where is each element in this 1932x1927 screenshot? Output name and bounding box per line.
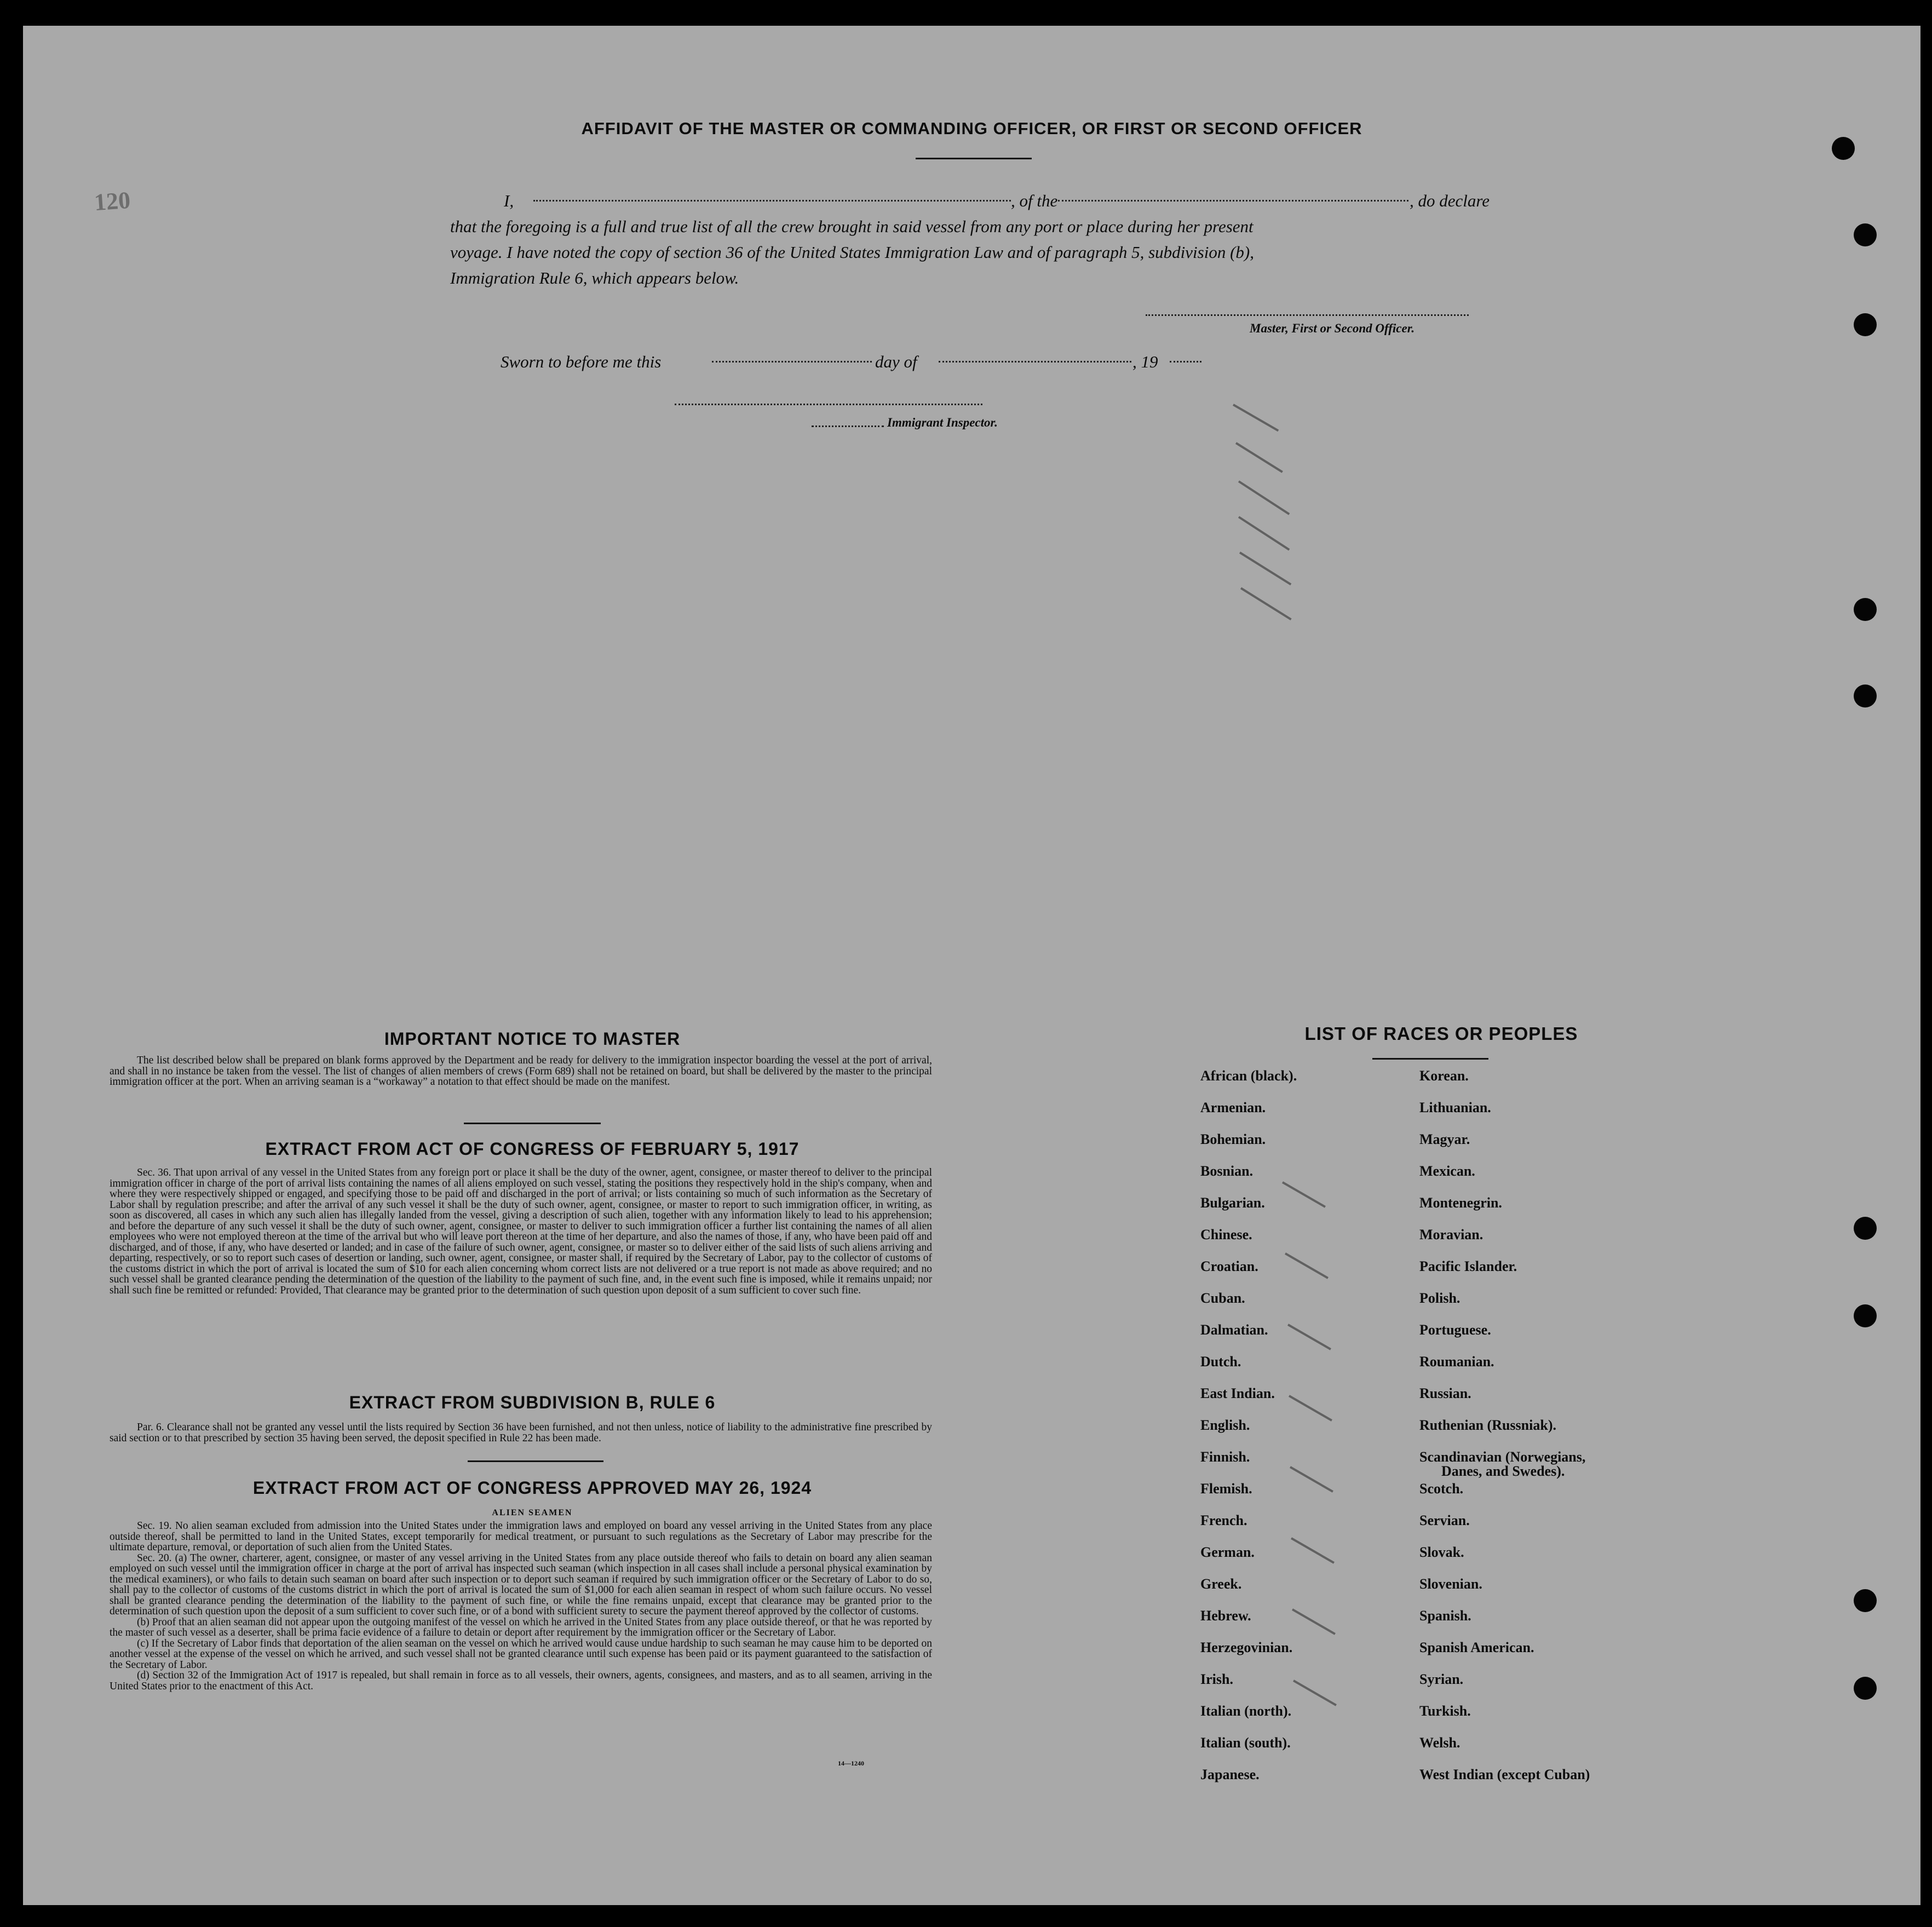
race-item: Slovenian. — [1419, 1576, 1482, 1592]
year-blank[interactable] — [1170, 361, 1201, 363]
races-column-1 — [1200, 1069, 1430, 1799]
pencil-mark — [1233, 404, 1279, 432]
race-item: Slovak. — [1419, 1544, 1464, 1560]
race-item: Roumanian. — [1419, 1354, 1494, 1370]
sec-20c-paragraph: (c) If the Secretary of Labor finds that deportation of the alien seaman on the vessel on which he arrived would cause undue hardship to such seaman he may cause him to be deported on another vessel at the expense of the vessel on which he arrived, and such vessel shall not be granted clearance until such expense has been paid or its payment guaranteed to the satisfaction of the Secretary of Labor. — [110, 1637, 932, 1671]
inspector-signature-line[interactable] — [675, 404, 982, 405]
master-signature-label: Master, First or Second Officer. — [1250, 321, 1415, 335]
race-item: Italian (south). — [1200, 1735, 1291, 1751]
race-item-line1: Scandinavian (Norwegians, — [1419, 1449, 1586, 1465]
race-item: Greek. — [1200, 1576, 1242, 1592]
race-item: Bulgarian. — [1200, 1195, 1265, 1211]
affidavit-title: AFFIDAVIT OF THE MASTER OR COMMANDING OFFICER, OR FIRST OR SECOND OFFICER — [581, 119, 1362, 138]
race-item: Turkish. — [1419, 1703, 1471, 1719]
notice-title: IMPORTANT NOTICE TO MASTER — [384, 1029, 681, 1049]
day-of-text: day of — [875, 352, 917, 371]
binder-hole — [1854, 598, 1877, 621]
race-item: English. — [1200, 1417, 1250, 1433]
race-item: Lithuanian. — [1419, 1100, 1491, 1115]
pencil-mark — [1240, 587, 1292, 620]
race-item: Italian (north). — [1200, 1703, 1292, 1719]
name-blank[interactable] — [533, 200, 1011, 202]
notice-body — [110, 1055, 932, 1088]
pencil-mark — [1239, 551, 1291, 585]
extract-1924-title: EXTRACT FROM ACT OF CONGRESS APPROVED MAY 26, 1924 — [252, 1478, 812, 1498]
master-signature-line[interactable] — [1146, 314, 1469, 316]
race-item: Bohemian. — [1200, 1131, 1266, 1147]
par-6-paragraph: Par. 6. Clearance shall not be granted any vessel until the lists required by Section 36 have been furnished, and not then unless, notice of liability to the administrative fine prescribed by said section or to that prescribed by section 35 having been served, the deposit specified in Rule 22 has been made. — [110, 1422, 932, 1444]
race-item: Finnish. — [1200, 1449, 1250, 1465]
sworn-text: Sworn to before me this — [501, 352, 662, 371]
races-column-2 — [1419, 1069, 1726, 1799]
race-item: French. — [1200, 1512, 1247, 1528]
binder-hole — [1832, 137, 1855, 160]
binder-hole — [1854, 1589, 1877, 1612]
race-item: Spanish American. — [1419, 1640, 1534, 1655]
race-item: Croatian. — [1200, 1258, 1258, 1274]
race-item: Dutch. — [1200, 1354, 1241, 1370]
pencil-mark — [1238, 516, 1290, 550]
extract-1924-body — [110, 1521, 932, 1692]
binder-hole — [1854, 684, 1877, 707]
month-blank[interactable] — [939, 361, 1131, 363]
race-item: Hebrew. — [1200, 1608, 1251, 1624]
race-item: West Indian (except Cuban) — [1419, 1767, 1590, 1782]
race-item: Armenian. — [1200, 1100, 1266, 1115]
race-item: German. — [1200, 1544, 1255, 1560]
race-item: Cuban. — [1200, 1290, 1245, 1306]
pencil-mark — [1235, 442, 1283, 473]
form-number: 14—1240 — [838, 1759, 864, 1767]
alien-seamen-heading: ALIEN SEAMEN — [492, 1508, 573, 1517]
race-item-line2: Danes, and Swedes). — [1441, 1463, 1565, 1479]
race-item: Syrian. — [1419, 1671, 1464, 1687]
document-page — [23, 26, 1921, 1905]
race-item: Montenegrin. — [1419, 1195, 1502, 1211]
vessel-blank[interactable] — [1058, 200, 1408, 202]
race-item: Spanish. — [1419, 1608, 1471, 1624]
inspector-dot-leader — [812, 425, 884, 427]
pencil-mark — [1238, 480, 1290, 515]
section-36-paragraph: Sec. 36. That upon arrival of any vessel in the United States from any foreign port or place it shall be the duty of the owner, agent, consignee, or master thereof to deliver to the principal immigration officer in charge of the port of arrival lists containing the names of all aliens employed on such vessel, stating the positions they respectively hold in the ship's company, when and where they were respectively shipped or engaged, and specifying those to be paid off and discharged in the port of arrival; or lists containing so much of such information as the Secretary of Labor shall by regulation prescribe; and after the arrival of any such vessel it shall be the duty of such owner, agent, consignee, or master to report to such immigration officer, in writing, as soon as discovered, all cases in which any such alien has illegally landed from the vessel, giving a description of such alien, together with any information likely to lead to his apprehension; and before the departure of any such vessel it shall be the duty of such owner, agent, consignee, or master to deliver to such immigration officer a further list containing the names of all alien employees who were not employed thereon at the time of the arrival but who will leave port thereon at the time of her departure, and also the names of those, if any, who have been paid off and discharged, and of those, if any, who have deserted or landed; and in case of the failure of such owner, agent, consignee, or master so to deliver either of the said lists of such aliens arriving and departing, respectively, or so to report such cases of desertion or landing, such owner, agent, consignee, or master shall, if required by the Secretary of Labor, pay to the collector of customs of the customs district in which the port of arrival is located the sum of $10 for each alien concerning whom correct lists are not delivered or a true report is not made as above required; and no such vessel shall be granted clearance pending the determination of the question of the liability to the payment of such fine, and, in the event such fine is imposed, while it remains unpaid; nor shall such fine be remitted or refunded: Provided, That clearance may be granted prior to the determination of such question upon deposit of a sum sufficient to cover such fine. — [110, 1167, 932, 1296]
divider — [464, 1123, 601, 1124]
race-item: East Indian. — [1200, 1385, 1275, 1401]
races-divider — [1372, 1058, 1488, 1060]
binder-hole — [1854, 1677, 1877, 1700]
race-item: Ruthenian (Russniak). — [1419, 1417, 1556, 1433]
race-item: African (black). — [1200, 1068, 1297, 1084]
race-item: Servian. — [1419, 1512, 1470, 1528]
race-item: Pacific Islander. — [1419, 1258, 1517, 1274]
binder-hole — [1854, 223, 1877, 246]
inspector-signature-label: Immigrant Inspector. — [887, 416, 998, 429]
race-item: Russian. — [1419, 1385, 1471, 1401]
sec-20a-paragraph: Sec. 20. (a) The owner, charterer, agent, consignee, or master of any vessel arriving in the United States from any place outside thereof who fails to detain on board any alien seaman employed on such vessel until the immigration officer in charge at the port of arrival has inspected such seaman (which inspection in all cases shall include a personal physical examination by the medical examiners), or who fails to detain such seaman on board after such inspection or to deport such seaman if required by such immigration officer or the Secretary of Labor to do so, shall pay to the collector of customs of the customs district in which the port of arrival is located the sum of $1,000 for each alien seaman in respect of whom such failure occurs. No vessel shall be granted clearance pending the determination of the liability to the payment of such fine, or while the fine remains unpaid, except that clearance may be granted prior to the determination of such question upon the deposit of a sum sufficient to cover such fine, or of a bond with sufficient surety to secure the payment thereof approved by the collector of customs. — [110, 1552, 932, 1617]
affidavit-declare: , do declare — [1410, 191, 1490, 210]
binder-hole — [1854, 1217, 1877, 1240]
extract-1917-body — [110, 1167, 932, 1296]
rule6-body — [110, 1422, 932, 1443]
race-item: Portuguese. — [1419, 1322, 1491, 1338]
sec-20d-paragraph: (d) Section 32 of the Immigration Act of 1917 is repealed, but shall remain in force as to all vessels, their owners, agents, consignees, and masters, and as to all seamen, arriving in the United States prior to the enactment of this Act. — [110, 1670, 932, 1692]
sec-19-paragraph: Sec. 19. No alien seaman excluded from admission into the United States under the immigration laws and employed on board any vessel arriving in the United States from any place outside thereof, shall be permitted to land in the United States, except temporarily for medical treatment, or pursuant to such regulations as the Secretary of Labor may prescribe for the ultimate departure, removal, or deportation of such alien from the United States. — [110, 1520, 932, 1553]
race-item: Flemish. — [1200, 1481, 1252, 1497]
affidavit-line4: Immigration Rule 6, which appears below. — [450, 268, 739, 287]
divider — [468, 1460, 603, 1462]
race-item: Dalmatian. — [1200, 1322, 1268, 1338]
year-text: , 19 — [1132, 352, 1158, 371]
race-item — [1419, 1450, 1726, 1482]
race-item: Mexican. — [1419, 1163, 1475, 1179]
race-item: Herzegovinian. — [1200, 1640, 1293, 1655]
race-item: Polish. — [1419, 1290, 1461, 1306]
binder-hole — [1854, 313, 1877, 336]
sec-20b-paragraph: (b) Proof that an alien seaman did not appear upon the outgoing manifest of the vessel on which he arrived in the United States from any place outside thereof, or that he was reported by the master of such vessel as a deserter, shall be prima facie evidence of a failure to detain or deport after requirement by the immigration officer or the Secretary of Labor. — [110, 1616, 932, 1638]
affidavit-line3: voyage. I have noted the copy of section 36 of the United States Immigration Law and of paragraph 5, subdivision (b), — [450, 243, 1254, 262]
race-item: Bosnian. — [1200, 1163, 1254, 1179]
affidavit-of-the: , of the — [1011, 191, 1058, 210]
race-item: Japanese. — [1200, 1767, 1260, 1782]
race-item: Korean. — [1419, 1068, 1469, 1084]
affidavit-i: I, — [504, 191, 514, 210]
affidavit-line2: that the foregoing is a full and true list of all the crew brought in said vessel from any port or place during her present — [450, 217, 1254, 236]
races-title: LIST OF RACES OR PEOPLES — [1304, 1023, 1578, 1044]
race-item: Irish. — [1200, 1671, 1233, 1687]
race-item: Welsh. — [1419, 1735, 1461, 1751]
notice-paragraph: The list described below shall be prepared on blank forms approved by the Department and be ready for delivery to the immigration inspector boarding the vessel at the port of arrival, and shall in no instance be taken from the vessel. The list of changes of alien members of crews (Form 689) shall not be retained on board, but shall be delivered by the master to the principal immigration officer at the port. When an arriving seaman is a “workaway” a notation to that effect should be made on the manifest. — [110, 1055, 932, 1088]
race-item: Moravian. — [1419, 1227, 1484, 1243]
extract-1917-title: EXTRACT FROM ACT OF CONGRESS OF FEBRUARY 5, 1917 — [265, 1139, 800, 1159]
race-item: Scotch. — [1419, 1481, 1464, 1497]
rule6-title: EXTRACT FROM SUBDIVISION B, RULE 6 — [349, 1393, 716, 1412]
day-blank[interactable] — [712, 361, 872, 363]
binder-hole — [1854, 1304, 1877, 1327]
title-divider — [916, 158, 1032, 159]
race-item: Chinese. — [1200, 1227, 1252, 1243]
margin-stamp: 120 — [93, 186, 131, 216]
race-item: Magyar. — [1419, 1131, 1470, 1147]
